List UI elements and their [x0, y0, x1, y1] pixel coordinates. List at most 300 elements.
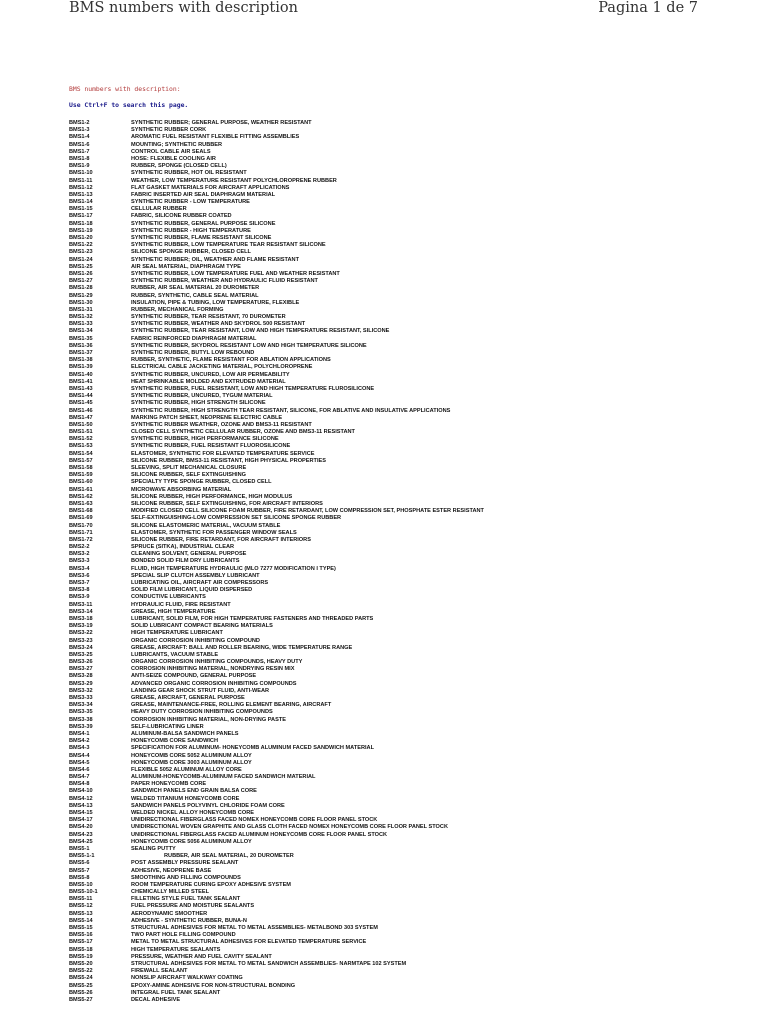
spec-row: [69, 185, 759, 192]
spec-code: BMS3-33: [69, 695, 93, 701]
spec-description: SYNTHETIC RUBBER, HIGH PERFORMANCE SILICONE: [131, 436, 279, 443]
spec-row: [69, 796, 759, 803]
spec-row: [69, 321, 759, 328]
spec-description: SANDWICH PANELS END GRAIN BALSA CORE: [131, 788, 257, 795]
spec-description: SEALING PUTTY: [131, 845, 176, 852]
spec-description: STRUCTURAL ADHESIVES FOR METAL TO METAL ASSEMBLIES- METALBOND 303 SYSTEM: [131, 925, 378, 931]
spec-code: BMS1-52: [69, 436, 93, 443]
spec-row: [69, 163, 759, 170]
spec-description: PRESSURE, WEATHER AND FUEL CAVITY SEALANT: [131, 953, 272, 960]
spec-code: BMS3-2: [69, 551, 90, 558]
spec-description: CONTROL CABLE AIR SEALS: [131, 148, 211, 155]
spec-code: BMS5-26: [69, 989, 93, 996]
spec-description: LUBRICANT, SOLID FILM, FOR HIGH TEMPERATURE FASTENERS AND THREADED PARTS: [131, 615, 374, 622]
spec-code: BMS1-47: [69, 414, 93, 421]
spec-code: BMS1-27: [69, 278, 93, 285]
spec-code: BMS4-8: [69, 781, 90, 788]
spec-description: ELASTOMER, SYNTHETIC FOR PASSENGER WINDOW SEALS: [131, 529, 297, 536]
spec-row: [69, 824, 759, 831]
spec-description: WELDED TITANIUM HONEYCOMB CORE: [131, 795, 240, 802]
spec-description: LUBRICATING OIL, AIRCRAFT AIR COMPRESSORS: [131, 580, 269, 586]
spec-row: [69, 350, 759, 357]
spec-row: [69, 846, 759, 853]
spec-description: SELF-EXTINGUISHING-LOW COMPRESSION SET SILICONE SPONGE RUBBER: [131, 515, 342, 522]
spec-code: BMS3-14: [69, 608, 93, 615]
spec-code: BMS3-38: [69, 716, 93, 723]
spec-row: [69, 695, 759, 702]
spec-code: BMS5-27: [69, 996, 93, 1003]
spec-description: ORGANIC CORROSION INHIBITING COMPOUND: [131, 637, 260, 644]
spec-description: SYNTHETIC RUBBER, UNCURED, TYGUM MATERIAL: [131, 393, 273, 400]
spec-description: SYNTHETIC RUBBER, LOW TEMPERATURE TEAR RESISTANT SILICONE: [131, 242, 326, 249]
spec-code: BMS5-15: [69, 925, 93, 931]
spec-code: BMS1-31: [69, 306, 93, 313]
spec-row: [69, 415, 759, 422]
spec-code: BMS4-7: [69, 774, 90, 781]
spec-row: [69, 120, 759, 127]
spec-code: BMS1-62: [69, 493, 93, 500]
spec-row: [69, 379, 759, 386]
spec-description: MOUNTING; SYNTHETIC RUBBER: [131, 141, 223, 148]
spec-description: SPECIALTY TYPE SPONGE RUBBER, CLOSED CELL: [131, 479, 272, 486]
spec-description: ADHESIVE, NEOPRENE BASE: [131, 867, 212, 874]
spec-row: [69, 817, 759, 824]
spec-description: SANDWICH PANELS POLYVINYL CHLORIDE FOAM CORE: [131, 802, 285, 809]
spec-row: [69, 724, 759, 731]
spec-description: SLEEVING, SPLIT MECHANICAL CLOSURE: [131, 465, 247, 471]
spec-row: [69, 882, 759, 889]
spec-code: BMS1-39: [69, 364, 93, 371]
spec-row: [69, 142, 759, 149]
spec-row: [69, 199, 759, 206]
spec-row: [69, 515, 759, 522]
spec-description: HONEYCOMB CORE 5056 ALUMINUM ALLOY: [131, 838, 252, 845]
spec-row: [69, 314, 759, 321]
spec-description: SYNTHETIC RUBBER, TEAR RESISTANT, LOW AND HIGH TEMPERATURE RESISTANT, SILICONE: [131, 328, 390, 335]
spec-description: SPECIFICATION FOR ALUMINUM- HONEYCOMB ALUMINUM FACED SANDWICH MATERIAL: [131, 745, 374, 752]
spec-code: BMS1-54: [69, 450, 93, 457]
spec-row: [69, 364, 759, 371]
spec-description: HIGH TEMPERATURE LUBRICANT: [131, 630, 223, 637]
spec-description: GREASE, MAINTENANCE-FREE, ROLLING ELEMENT BEARING, AIRCRAFT: [131, 702, 332, 709]
spec-description: SYNTHETIC RUBBER, HIGH STRENGTH TEAR RESISTANT, SILICONE, FOR ABLATIVE AND INSULATIVE APPLICATIONS: [131, 407, 451, 414]
spec-description: GREASE, AIRCRAFT: BALL AND ROLLER BEARING, WIDE TEMPERATURE RANGE: [131, 644, 353, 651]
spec-row: [69, 947, 759, 954]
spec-description: ADVANCED ORGANIC CORROSION INHIBITING COMPOUNDS: [131, 680, 297, 687]
spec-description: CORROSION INHIBITING MATERIAL, NON-DRYING PASTE: [131, 716, 286, 723]
spec-code: BMS1-14: [69, 199, 93, 206]
spec-row: [69, 293, 759, 300]
spec-code: BMS3-9: [69, 594, 90, 601]
spec-code: BMS5-17: [69, 939, 93, 946]
spec-code: BMS1-19: [69, 227, 93, 234]
spec-description: HIGH TEMPERATURE SEALANTS: [131, 946, 221, 953]
spec-row: [69, 860, 759, 867]
spec-description: LUBRICANTS, VACUUM STABLE: [131, 651, 219, 658]
spec-description: HYDRAULIC FLUID, FIRE RESISTANT: [131, 601, 231, 608]
spec-code: BMS3-7: [69, 580, 90, 586]
spec-code: BMS1-45: [69, 400, 93, 407]
page-indicator: Pagina 1 de 7: [598, 0, 698, 16]
spec-description: RUBBER, SPONGE (CLOSED CELL): [131, 163, 227, 170]
spec-code: BMS5-10-1: [69, 889, 98, 896]
spec-row: [69, 961, 759, 968]
spec-description: HEAVY DUTY CORROSION INHIBITING COMPOUNDS: [131, 709, 273, 716]
spec-description: SYNTHETIC RUBBER CORK: [131, 127, 207, 134]
spec-description: CLOSED CELL SYNTHETIC CELLULAR RUBBER, OZONE AND BMS3-11 RESISTANT: [131, 429, 355, 436]
spec-description: ELASTOMER, SYNTHETIC FOR ELEVATED TEMPERATURE SERVICE: [131, 450, 315, 457]
spec-code: BMS5-11: [69, 896, 93, 903]
spec-description: SYNTHETIC RUBBER, FLAME RESISTANT SILICONE: [131, 235, 272, 241]
spec-code: BMS1-61: [69, 486, 93, 493]
spec-description: DECAL ADHESIVE: [131, 996, 181, 1003]
spec-row: [69, 745, 759, 752]
spec-code: BMS5-8: [69, 874, 90, 881]
spec-code: BMS1-25: [69, 263, 93, 270]
spec-row: [69, 149, 759, 156]
spec-code: BMS5-1-1: [69, 853, 95, 860]
spec-description: CONDUCTIVE LUBRICANTS: [131, 594, 206, 601]
spec-description: CHEMICALLY MILLED STEEL: [131, 889, 210, 896]
spec-row: [69, 832, 759, 839]
spec-description: SYNTHETIC RUBBER; GENERAL PURPOSE, WEATHER RESISTANT: [131, 120, 312, 126]
spec-code: BMS1-33: [69, 321, 93, 328]
spec-row: [69, 393, 759, 400]
spec-code: BMS1-37: [69, 350, 93, 356]
spec-code: BMS1-35: [69, 335, 93, 342]
spec-description: HONEYCOMB CORE SANDWICH: [131, 738, 219, 745]
spec-description: RUBBER, AIR SEAL MATERIAL, 20 DUROMETER: [164, 853, 294, 860]
spec-description: ADHESIVE - SYNTHETIC RUBBER, BUNA-N: [131, 917, 247, 924]
spec-code: BMS1-28: [69, 285, 93, 292]
spec-code: BMS1-32: [69, 314, 93, 321]
spec-description: SPECIAL SLIP CLUTCH ASSEMBLY LUBRICANT: [131, 572, 260, 579]
spec-code: BMS1-18: [69, 220, 93, 227]
spec-row: [69, 429, 759, 436]
spec-code: BMS1-11: [69, 177, 93, 184]
spec-row: [69, 271, 759, 278]
spec-row: [69, 990, 759, 997]
spec-code: BMS5-20: [69, 960, 93, 967]
spec-code: BMS1-41: [69, 378, 93, 385]
spec-code: BMS3-26: [69, 659, 93, 666]
spec-row: [69, 968, 759, 975]
spec-description: SILICONE RUBBER, BMS3-11 RESISTANT, HIGH PHYSICAL PROPERTIES: [131, 457, 326, 464]
spec-description: MODIFIED CLOSED CELL SILICONE FOAM RUBBER, FIRE RETARDANT, LOW COMPRESSION SET, PHOSPHATE ESTER RESISTANT: [131, 508, 484, 515]
spec-description: SILICONE RUBBER, HIGH PERFORMANCE, HIGH MODULUS: [131, 493, 293, 500]
spec-code: BMS1-6: [69, 141, 90, 148]
spec-row: [69, 127, 759, 134]
spec-description: SYNTHETIC RUBBER, GENERAL PURPOSE SILICONE: [131, 220, 276, 227]
spec-code: BMS1-8: [69, 155, 90, 162]
spec-description: SILICONE ELASTOMERIC MATERIAL, VACUUM STABLE: [131, 522, 281, 529]
spec-code: BMS1-38: [69, 357, 93, 364]
spec-description: SYNTHETIC RUBBER - LOW TEMPERATURE: [131, 199, 250, 206]
spec-code: BMS1-46: [69, 407, 93, 414]
spec-row: [69, 896, 759, 903]
spec-row: [69, 221, 759, 228]
spec-description: NONSLIP AIRCRAFT WALKWAY COATING: [131, 975, 243, 982]
spec-row: [69, 242, 759, 249]
spec-description: MICROWAVE ABSORBING MATERIAL: [131, 486, 232, 493]
spec-description: HEAT SHRINKABLE MOLDED AND EXTRUDED MATERIAL: [131, 378, 286, 385]
spec-row: [69, 372, 759, 379]
spec-row: [69, 760, 759, 767]
spec-row: [69, 178, 759, 185]
spec-row: [69, 810, 759, 817]
spec-row: [69, 156, 759, 163]
spec-code: BMS5-6: [69, 860, 90, 867]
spec-code: BMS3-32: [69, 687, 93, 694]
spec-code: BMS3-3: [69, 558, 90, 565]
spec-row: [69, 479, 759, 486]
spec-description: SYNTHETIC RUBBER, FUEL RESISTANT, LOW AND HIGH TEMPERATURE FLUROSILICONE: [131, 385, 375, 392]
spec-row: [69, 249, 759, 256]
spec-row: [69, 767, 759, 774]
spec-code: BMS1-7: [69, 148, 90, 155]
spec-row: [69, 738, 759, 745]
spec-code: BMS1-72: [69, 536, 93, 543]
spec-code: BMS1-10: [69, 170, 93, 177]
spec-row: [69, 257, 759, 264]
spec-row: [69, 630, 759, 637]
spec-code: BMS3-27: [69, 666, 93, 673]
spec-row: [69, 673, 759, 680]
spec-row: [69, 594, 759, 601]
spec-code: BMS1-17: [69, 213, 93, 220]
spec-description: AERODYNAMIC SMOOTHER: [131, 910, 208, 917]
spec-row: [69, 954, 759, 961]
spec-code: BMS5-19: [69, 953, 93, 960]
spec-code: BMS1-51: [69, 429, 93, 436]
spec-code: BMS1-13: [69, 191, 93, 198]
spec-description: GREASE, AIRCRAFT, GENERAL PURPOSE: [131, 695, 245, 701]
spec-code: BMS1-63: [69, 500, 93, 507]
spec-code: BMS3-8: [69, 587, 90, 594]
spec-code: BMS4-15: [69, 810, 93, 816]
spec-row: [69, 566, 759, 573]
spec-row: [69, 523, 759, 530]
spec-row: [69, 580, 759, 587]
spec-code: BMS3-34: [69, 702, 93, 709]
spec-row: [69, 386, 759, 393]
spec-row: [69, 602, 759, 609]
spec-row: [69, 408, 759, 415]
spec-code: BMS2-2: [69, 544, 90, 551]
spec-code: BMS3-23: [69, 637, 93, 644]
spec-row: [69, 659, 759, 666]
spec-code: BMS4-4: [69, 752, 90, 759]
spec-row: [69, 983, 759, 990]
spec-row: [69, 839, 759, 846]
spec-description: ANTI-SEIZE COMPOUND, GENERAL PURPOSE: [131, 673, 257, 680]
spec-description: SOLID LUBRICANT COMPACT BEARING MATERIALS: [131, 623, 273, 630]
spec-description: SYNTHETIC RUBBER, LOW TEMPERATURE FUEL AND WEATHER RESISTANT: [131, 270, 340, 277]
spec-code: BMS1-40: [69, 371, 93, 378]
spec-code: BMS3-24: [69, 644, 93, 651]
spec-row: [69, 508, 759, 515]
spec-row: [69, 753, 759, 760]
spec-row: [69, 213, 759, 220]
spec-description: SYNTHETIC RUBBER - HIGH TEMPERATURE: [131, 227, 251, 234]
spec-description: RUBBER, MECHANICAL FORMING: [131, 306, 224, 313]
spec-row: [69, 875, 759, 882]
spec-code: BMS1-24: [69, 256, 93, 263]
spec-description: CORROSION INHIBITING MATERIAL, NONDRYING RESIN MIX: [131, 666, 295, 673]
spec-code: BMS4-20: [69, 824, 93, 831]
spec-description: SYNTHETIC RUBBER, BUTYL LOW REBOUND: [131, 350, 255, 356]
spec-code: BMS1-69: [69, 515, 93, 522]
spec-description: SILICONE RUBBER, SELF EXTINGUISHING: [131, 472, 246, 479]
spec-code: BMS1-15: [69, 206, 93, 213]
spec-code: BMS5-22: [69, 968, 93, 975]
spec-description: UNIDIRECTIONAL FIBERGLASS FACED NOMEX HONEYCOMB CORE FLOOR PANEL STOCK: [131, 817, 378, 824]
spec-row: [69, 228, 759, 235]
spec-row: [69, 918, 759, 925]
spec-description: EPOXY-AMINE ADHESIVE FOR NON-STRUCTURAL BONDING: [131, 982, 296, 989]
spec-row: [69, 170, 759, 177]
spec-row: [69, 717, 759, 724]
spec-description: ELECTRICAL CABLE JACKETING MATERIAL, POLYCHLOROPRENE: [131, 364, 313, 371]
spec-description: FLAT GASKET MATERIALS FOR AIRCRAFT APPLICATIONS: [131, 184, 290, 191]
spec-code: BMS1-36: [69, 342, 93, 349]
spec-description: GREASE, HIGH TEMPERATURE: [131, 608, 216, 615]
spec-row: [69, 537, 759, 544]
spec-description: ALUMINUM-HONEYCOMB-ALUMINUM FACED SANDWICH MATERIAL: [131, 774, 316, 781]
spec-row: [69, 939, 759, 946]
spec-description: UNIDIRECTIONAL FIBERGLASS FACED ALUMINUM HONEYCOMB CORE FLOOR PANEL STOCK: [131, 831, 388, 838]
spec-row: [69, 975, 759, 982]
spec-description: FABRIC REINFORCED DIAPHRAGM MATERIAL: [131, 335, 257, 342]
spec-description: MARKING PATCH SHEET, NEOPRENE ELECTRIC CABLE: [131, 414, 283, 421]
spec-code: BMS4-10: [69, 788, 93, 795]
spec-code: BMS5-12: [69, 903, 93, 910]
spec-row: [69, 436, 759, 443]
spec-description: ORGANIC CORROSION INHIBITING COMPOUNDS, HEAVY DUTY: [131, 659, 303, 666]
spec-row: [69, 911, 759, 918]
spec-code: BMS3-18: [69, 615, 93, 622]
spec-description: HONEYCOMB CORE 5052 ALUMINUM ALLOY: [131, 752, 252, 759]
spec-description: SYNTHETIC RUBBER, WEATHER AND HYDRAULIC FLUID RESISTANT: [131, 278, 318, 285]
spec-code: BMS1-12: [69, 184, 93, 191]
spec-row: [69, 609, 759, 616]
spec-row: [69, 300, 759, 307]
spec-description: AROMATIC FUEL RESISTANT FLEXIBLE FITTING ASSEMBLIES: [131, 134, 300, 141]
spec-row: [69, 616, 759, 623]
spec-row: [69, 328, 759, 335]
spec-row: [69, 134, 759, 141]
spec-code: BMS1-58: [69, 465, 93, 471]
spec-description: SPRUCE (SITKA), INDUSTRIAL CLEAR: [131, 544, 235, 551]
spec-row: [69, 307, 759, 314]
spec-row: [69, 774, 759, 781]
spec-description: RUBBER, SYNTHETIC, CABLE SEAL MATERIAL: [131, 292, 259, 299]
spec-description: SYNTHETIC RUBBER; OIL, WEATHER AND FLAME RESISTANT: [131, 256, 300, 263]
spec-description: AIR SEAL MATERIAL, DIAPHRAGM TYPE: [131, 263, 241, 270]
spec-code: BMS3-11: [69, 601, 93, 608]
spec-description: FUEL PRESSURE AND MOISTURE SEALANTS: [131, 903, 255, 910]
spec-code: BMS1-3: [69, 127, 90, 134]
spec-row: [69, 925, 759, 932]
spec-description: LANDING GEAR SHOCK STRUT FLUID, ANTI-WEAR: [131, 687, 270, 694]
spec-code: BMS1-60: [69, 479, 93, 486]
spec-row: [69, 544, 759, 551]
spec-row: [69, 285, 759, 292]
bms-spec-list: [69, 120, 759, 1004]
spec-row: [69, 652, 759, 659]
spec-row: [69, 889, 759, 896]
spec-code: BMS4-25: [69, 838, 93, 845]
spec-description: CLEANING SOLVENT, GENERAL PURPOSE: [131, 551, 247, 558]
spec-code: BMS4-5: [69, 759, 90, 766]
spec-code: BMS4-3: [69, 745, 90, 752]
spec-code: BMS4-12: [69, 795, 93, 802]
spec-row: [69, 666, 759, 673]
spec-description: INTEGRAL FUEL TANK SEALANT: [131, 989, 221, 996]
spec-description: BONDED SOLID FILM DRY LUBRICANTS: [131, 558, 240, 565]
spec-description: FABRIC INSERTED AIR SEAL DIAPHRAGM MATERIAL: [131, 191, 276, 198]
spec-description: HONEYCOMB CORE 3003 ALUMINUM ALLOY: [131, 759, 252, 766]
spec-row: [69, 343, 759, 350]
spec-description: SMOOTHING AND FILLING COMPOUNDS: [131, 874, 241, 881]
spec-description: SILICONE RUBBER, FIRE RETARDANT, FOR AIRCRAFT INTERIORS: [131, 536, 311, 543]
spec-row: [69, 803, 759, 810]
spec-row: [69, 781, 759, 788]
spec-row: [69, 868, 759, 875]
spec-row: [69, 551, 759, 558]
page-header: [0, 0, 768, 22]
spec-description: STRUCTURAL ADHESIVES FOR METAL TO METAL SANDWICH ASSEMBLIES- NARMTAPE 102 SYSTEM: [131, 960, 407, 967]
spec-description: UNIDIRECTIONAL WOVEN GRAPHITE AND GLASS CLOTH FACED NOMEX HONEYCOMB CORE FLOOR PANEL STOCK: [131, 824, 448, 831]
spec-row: [69, 465, 759, 472]
spec-code: BMS5-7: [69, 867, 90, 874]
spec-row: [69, 336, 759, 343]
spec-description: FABRIC, SILICONE RUBBER COATED: [131, 213, 232, 220]
spec-row: [69, 400, 759, 407]
spec-row: [69, 573, 759, 580]
spec-row: [69, 501, 759, 508]
spec-description: FLUID, HIGH TEMPERATURE HYDRAULIC (MLO 7277 MODIFICATION I TYPE): [131, 565, 336, 572]
spec-row: [69, 645, 759, 652]
spec-description: ALUMINUM-BALSA SANDWICH PANELS: [131, 730, 239, 737]
spec-code: BMS1-53: [69, 443, 93, 450]
spec-description: POST ASSEMBLY PRESSURE SEALANT: [131, 860, 239, 867]
spec-code: BMS1-44: [69, 393, 93, 400]
spec-code: BMS5-24: [69, 975, 93, 982]
spec-code: BMS4-23: [69, 831, 93, 838]
spec-description: SYNTHETIC RUBBER, TEAR RESISTANT, 70 DUROMETER: [131, 314, 286, 321]
spec-row: [69, 688, 759, 695]
spec-description: FILLETING STYLE FUEL TANK SEALANT: [131, 896, 241, 903]
spec-row: [69, 458, 759, 465]
spec-description: INSULATION, PIPE & TUBING, LOW TEMPERATURE, FLEXIBLE: [131, 299, 300, 306]
spec-row: [69, 235, 759, 242]
spec-code: BMS5-10: [69, 881, 93, 888]
spec-code: BMS1-70: [69, 522, 93, 529]
spec-description: SYNTHETIC RUBBER, HOT OIL RESISTANT: [131, 170, 247, 177]
spec-code: BMS3-6: [69, 572, 90, 579]
spec-code: BMS3-29: [69, 680, 93, 687]
spec-code: BMS1-29: [69, 292, 93, 299]
spec-description: SYNTHETIC RUBBER, WEATHER AND SKYDROL 500 RESISTANT: [131, 321, 306, 328]
spec-row: [69, 443, 759, 450]
spec-description: ROOM TEMPERATURE CURING EPOXY ADHESIVE SYSTEM: [131, 881, 291, 888]
spec-code: BMS1-50: [69, 421, 93, 428]
spec-code: BMS4-2: [69, 738, 90, 745]
spec-row: [69, 932, 759, 939]
spec-row: [69, 997, 759, 1004]
spec-code: BMS1-68: [69, 508, 93, 515]
